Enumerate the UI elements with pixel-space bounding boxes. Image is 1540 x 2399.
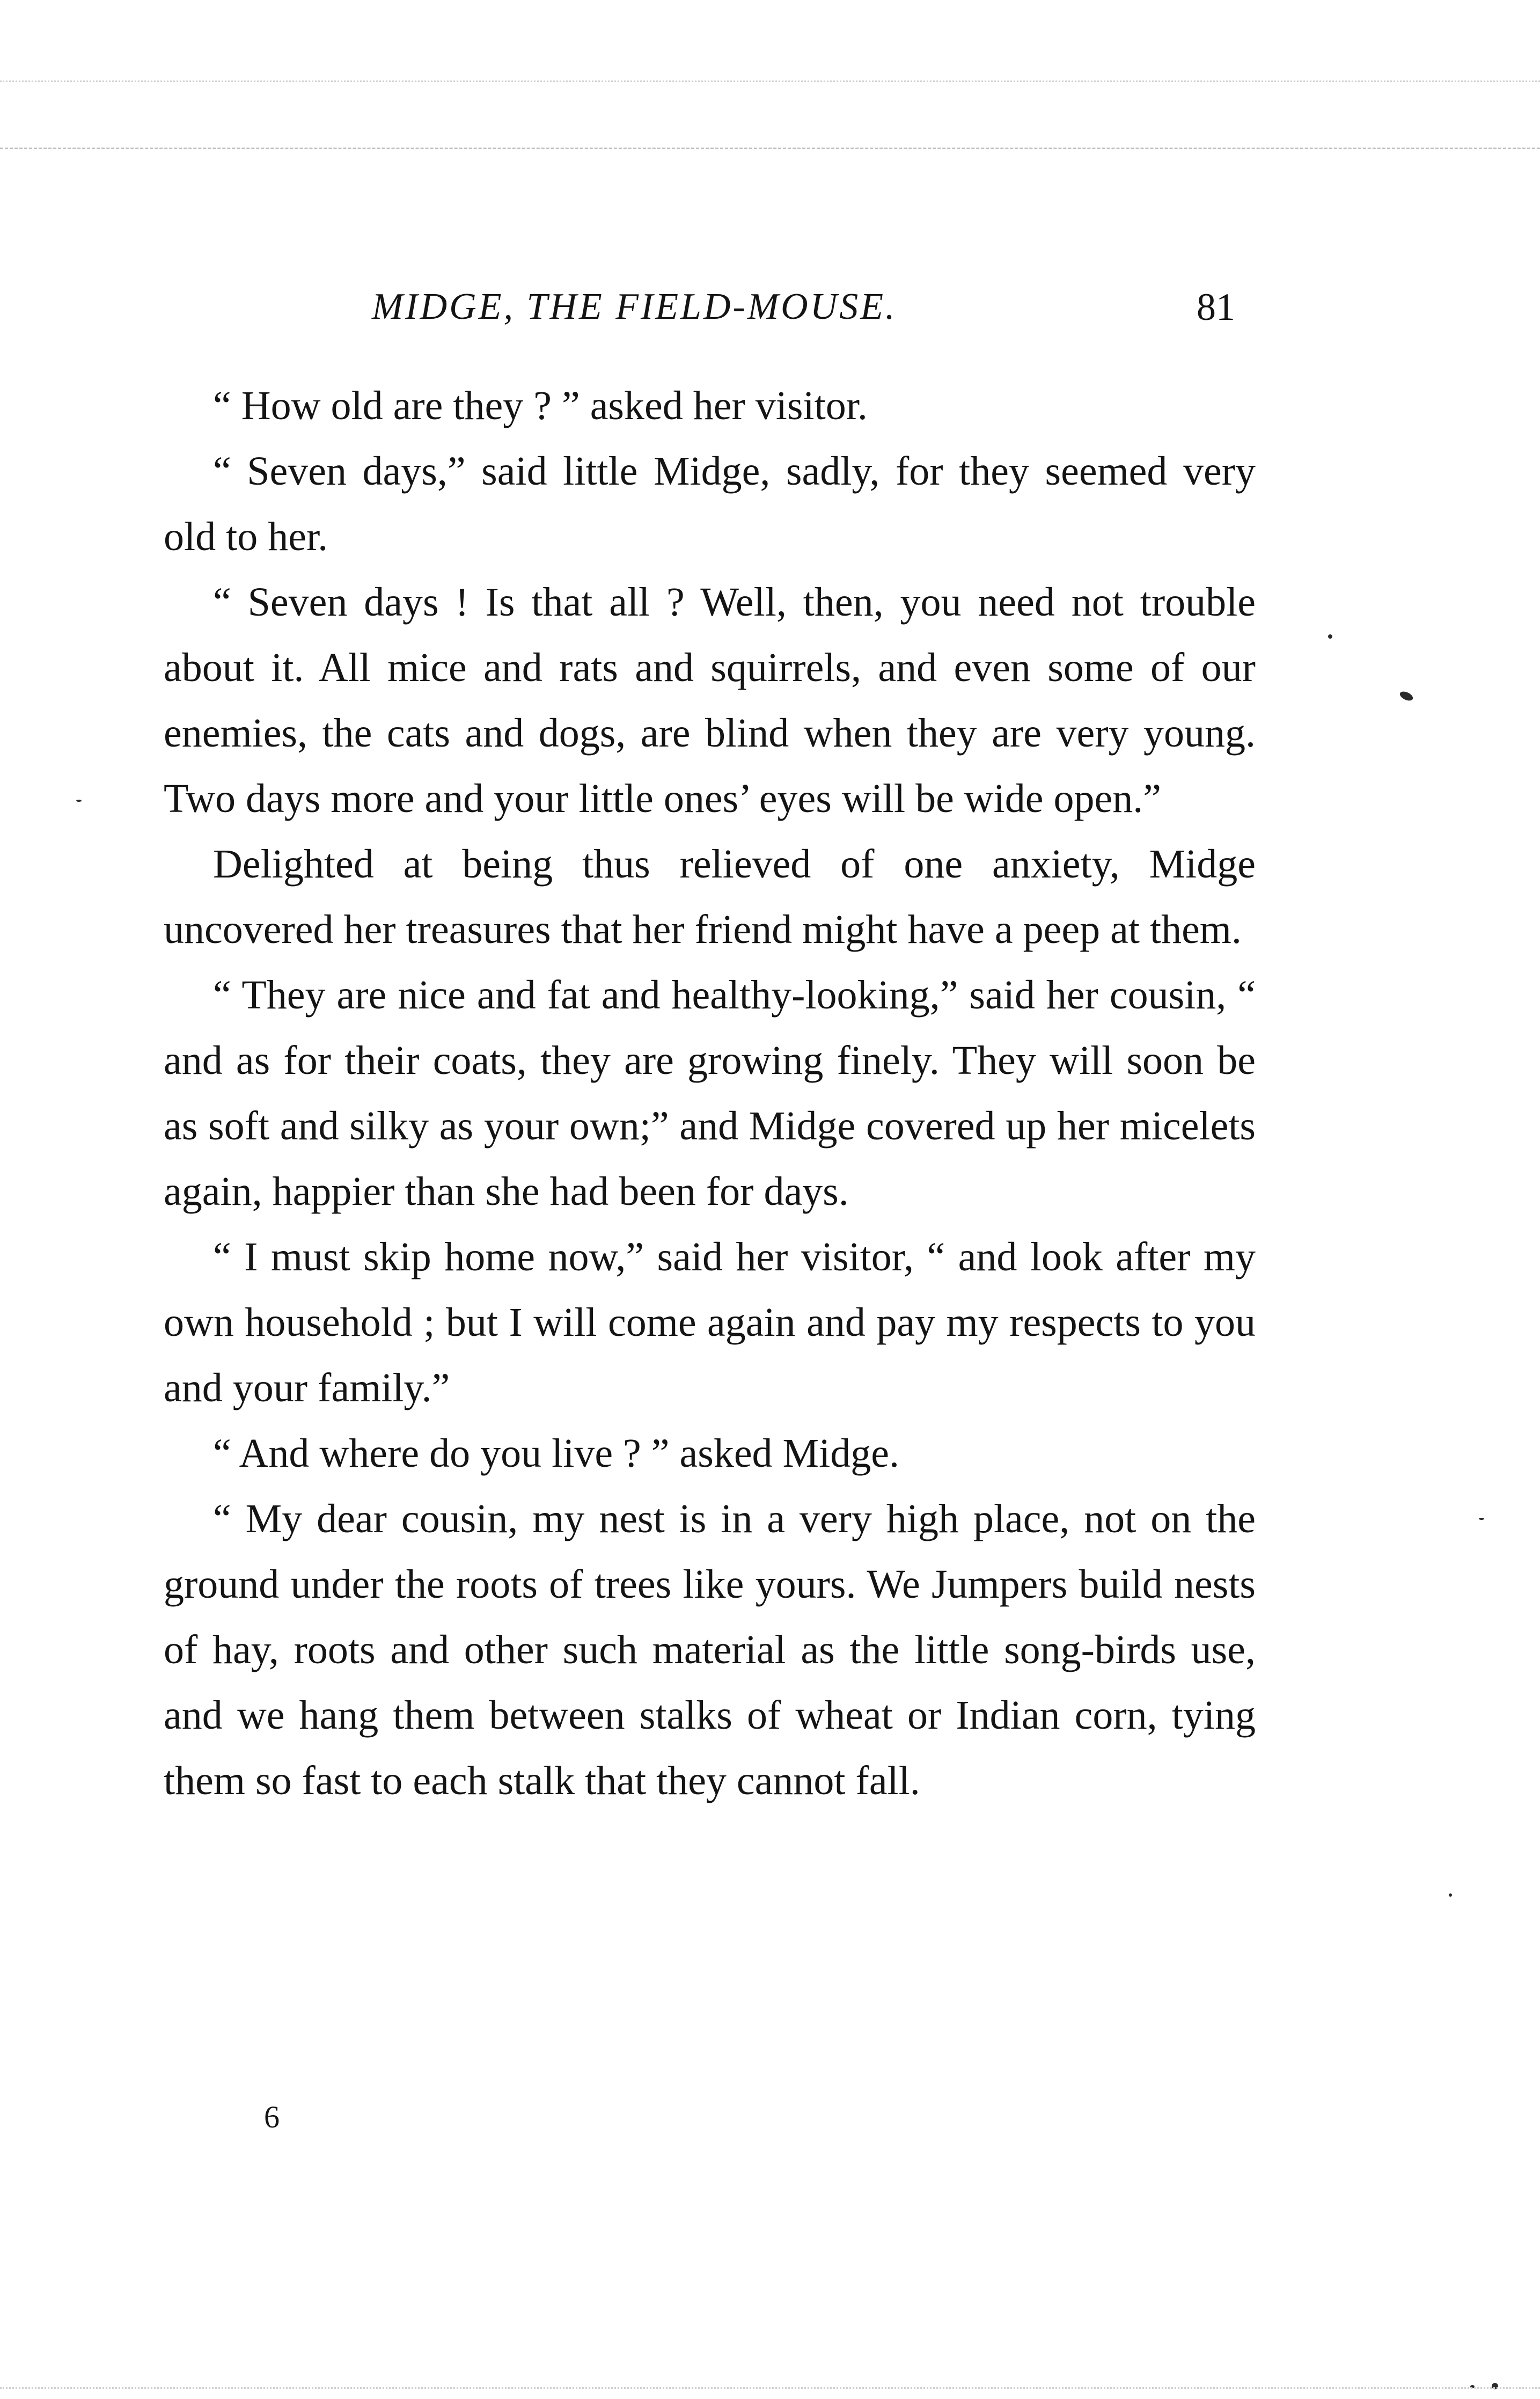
body-text: [164, 373, 1256, 1813]
paragraph: “ My dear cousin, my nest is in a very high place, not on the ground under the roots of trees like yours. We Jumpers build nests of hay, roots and other such material as the little song-birds use, and we hang them between stalks of wheat or Indian corn, tying them so fast to each stalk that they cannot fall.: [164, 1496, 1256, 1803]
ink-speck: [76, 800, 82, 802]
scan-edge-line: [0, 148, 1540, 149]
paragraph: “ I must skip home now,” said her visitor, “ and look after my own household ; but I will come again and pay my respects to you and your family.”: [164, 1234, 1256, 1410]
scan-edge-line: [0, 2387, 1540, 2389]
ink-speck: [1479, 1518, 1484, 1520]
paragraph: “ Seven days,” said little Midge, sadly, for they seemed very old to her.: [164, 449, 1256, 559]
scan-edge-line: [0, 81, 1540, 82]
running-title: MIDGE, THE FIELD-MOUSE.: [372, 286, 897, 327]
running-head: [0, 280, 1540, 334]
paragraph: Delighted at being thus relieved of one anxiety, Midge uncovered her treasures that her friend might have a peep at them.: [164, 842, 1256, 952]
ink-speck: [1449, 1893, 1452, 1897]
signature-mark: 6: [264, 2100, 280, 2134]
paragraph: “ Seven days ! Is that all ? Well, then, you need not trouble about it. All mice and rats and squirrels, and even some of our enemies, the cats and dogs, are blind when they are very young. Two days more and your little ones’ eyes will be wide open.”: [164, 580, 1256, 821]
paragraph: “ And where do you live ? ” asked Midge.: [213, 1431, 899, 1476]
page-number: 81: [1197, 286, 1235, 328]
ink-speck: [1398, 690, 1414, 703]
paragraph: “ They are nice and fat and healthy-looking,” said her cousin, “ and as for their coats, they are growing finely. They will soon be as soft and silky as your own;” and Midge covered up her micelets again, happier than she had been for days.: [164, 972, 1256, 1214]
ink-speck: [1328, 634, 1332, 639]
paragraph: “ How old are they ? ” asked her visitor.: [213, 383, 868, 428]
